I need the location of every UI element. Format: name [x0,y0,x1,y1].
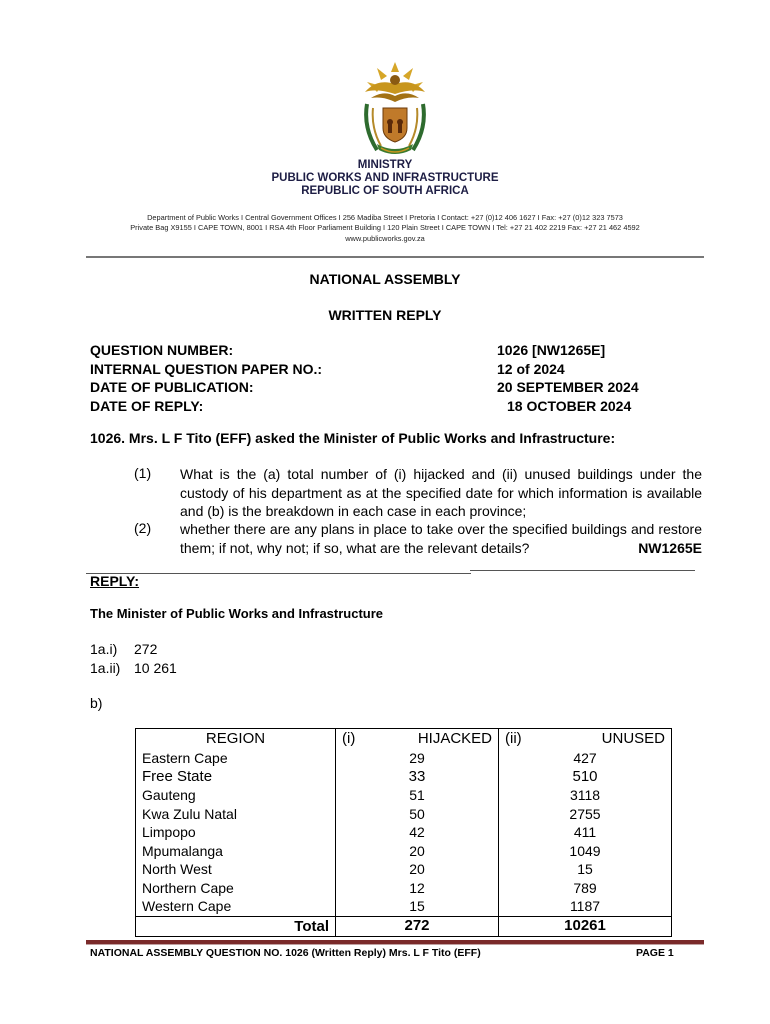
footer-divider-shadow [86,944,704,945]
reply-label: REPLY: [90,573,140,589]
unused-cell: 3118 [569,787,601,803]
ministry-line: MINISTRY [357,159,413,171]
unused-header [505,729,665,749]
minister-title: The Minister of Public Works and Infrastructure [90,606,384,621]
reply-date-value: 18 OCTOBER 2024 [507,397,632,414]
question-divider-right [470,570,695,571]
unused-cell: 789 [573,879,597,896]
answer-row [90,640,177,659]
unused-header-num: (ii) [505,730,522,747]
total-hijacked: 272 [336,916,499,936]
region-column [136,729,336,917]
region-cell: Free State [142,767,213,785]
region-header: REGION [205,730,266,747]
country-name: REPUBLIC OF SOUTH AFRICA [301,185,469,197]
region-cell: Eastern Cape [142,750,228,766]
question-item-text: What is the (a) total number of (i) hijacked and (ii) unused buildings under the custody of his department as at the specified date for which information is available and (b) is the breakdown in each case in each province; [180,466,702,519]
total-label: Total [136,916,336,936]
hijacked-cell: 29 [409,750,425,766]
contact-line-pretoria: Department of Public Works I Central Government Offices I 256 Madiba Street I Pretoria I Contact: +27 (0)12 406 1627 I Fax: +27 (0)12 323 7573 [147,213,623,222]
hijacked-header-label: HIJACKED [417,730,492,747]
department-name: PUBLIC WORKS AND INFRASTRUCTURE [271,172,499,184]
website-link[interactable]: www.publicworks.gov.za [345,234,425,243]
unused-cell: 2755 [569,805,601,822]
footer-text: NATIONAL ASSEMBLY QUESTION NO. 1026 (Written Reply) Mrs. L F Tito (EFF) [90,947,481,959]
hijacked-cell: 50 [409,805,425,822]
question-number-value: 1026 [NW1265E] [497,342,606,358]
hijacked-header [342,729,492,749]
question-info-labels [90,341,322,415]
region-cell: Limpopo [142,824,196,840]
unused-cell: 427 [573,750,597,766]
question-divider [86,573,471,574]
hijacked-header-num: (i) [342,730,356,747]
reply-date-label: DATE OF REPLY: [90,397,204,414]
assembly-title: NATIONAL ASSEMBLY [309,271,461,287]
region-cell: Mpumalanga [142,842,223,859]
hijacked-column [336,729,499,917]
part-b-label: b) [90,695,103,711]
question-number-label: QUESTION NUMBER: [90,342,234,358]
contact-line-cape-town: Private Bag X9155 I CAPE TOWN, 8001 I RSA 4th Floor Parliament Building I 120 Plain Street I CAPE TOWN I Tel: +27 21 402 2219 Fax: +27 21 462 4592 [130,223,640,232]
answer-key: 1a.ii) [90,659,121,676]
internal-paper-label: INTERNAL QUESTION PAPER NO.: [90,360,323,377]
reply-type-title: WRITTEN REPLY [328,307,442,323]
unused-cell: 15 [577,861,593,877]
publication-date-value: 20 SEPTEMBER 2024 [497,379,639,395]
question-code: NW1265E [638,539,702,556]
answer-list [90,640,177,677]
answer-row [90,659,177,678]
table-total-row [136,916,672,936]
answer-key: 1a.i) [90,641,118,657]
unused-header-label: UNUSED [601,730,665,747]
unused-cell: 510 [572,767,598,785]
question-info-values [497,341,639,415]
page-number: PAGE 1 [636,947,674,959]
buildings-table [135,728,672,937]
region-cell: Gauteng [142,787,196,803]
coat-of-arms-logo [357,58,433,160]
unused-cell: 1187 [569,898,601,914]
region-cell: Western Cape [142,898,232,914]
total-unused: 10261 [499,916,672,936]
region-cell: North West [142,861,212,877]
header-divider [86,256,704,258]
hijacked-cell: 33 [408,767,426,785]
region-cell: Kwa Zulu Natal [142,805,237,822]
hijacked-cell: 12 [409,879,425,896]
question-item-number: (2) [134,520,152,536]
region-cell: Northern Cape [142,879,234,896]
unused-cell: 411 [573,824,597,840]
question-item-number: (1) [134,465,152,481]
hijacked-cell: 20 [409,861,425,877]
unused-column [499,729,672,917]
internal-paper-value: 12 of 2024 [497,360,565,377]
unused-cell: 1049 [569,842,601,859]
hijacked-cell: 51 [409,787,425,803]
hijacked-cell: 15 [409,898,425,914]
hijacked-cell: 42 [409,824,425,840]
answer-value: 272 [134,641,158,657]
hijacked-cell: 20 [409,842,425,859]
question-item-text [180,520,702,557]
table-body-row [136,729,672,917]
answer-value: 10 261 [134,659,177,676]
question-heading: 1026. Mrs. L F Tito (EFF) asked the Minister of Public Works and Infrastructure: [90,430,616,446]
publication-date-label: DATE OF PUBLICATION: [90,379,254,395]
question-item-text-body: whether there are any plans in place to take over the specified buildings and restore them; if not, why not; if so, what are the relevant details? [180,521,702,556]
